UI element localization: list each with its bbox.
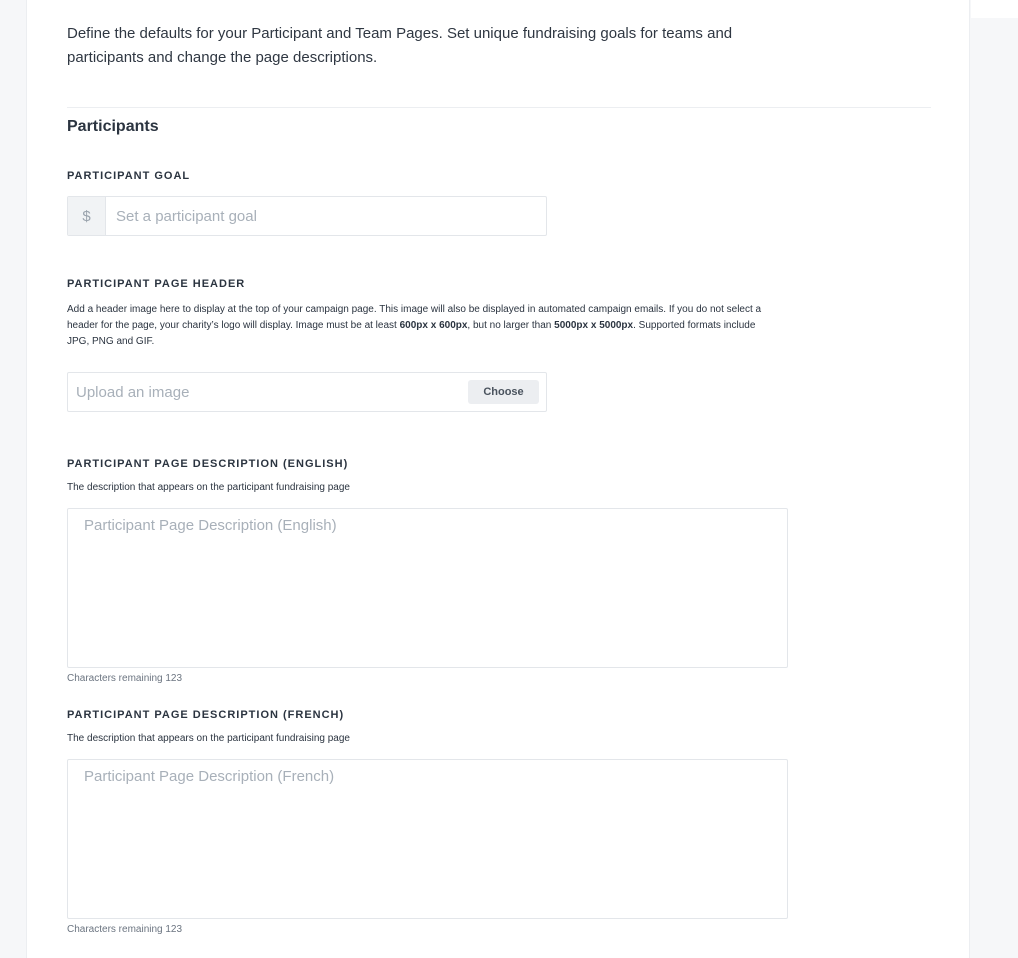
right-panel-edge xyxy=(971,0,1018,18)
participant-settings-card xyxy=(26,0,970,958)
description-english-textarea[interactable] xyxy=(67,508,788,668)
description-english-help: The description that appears on the participant fundraising page xyxy=(67,482,350,493)
choose-button[interactable]: Choose xyxy=(468,380,539,404)
participant-goal-field[interactable] xyxy=(67,196,547,236)
currency-prefix: $ xyxy=(68,197,106,235)
participant-page-header-label: PARTICIPANT PAGE HEADER xyxy=(67,278,246,290)
divider xyxy=(67,107,931,108)
description-french-label: PARTICIPANT PAGE DESCRIPTION (FRENCH) xyxy=(67,709,345,721)
description-english-label: PARTICIPANT PAGE DESCRIPTION (ENGLISH) xyxy=(67,458,349,470)
description-french-textarea[interactable] xyxy=(67,759,788,919)
participant-goal-input[interactable] xyxy=(106,197,546,235)
header-help-text: Add a header image here to display at the top of your campaign page. This image will also be displayed in automated campaign emails. If you do not select a header for the page, your charity’s logo will display. Image must be at least 600px x 600px, but no larger than 5000px x 5000px. Supported formats include JPG, PNG and GIF. xyxy=(67,304,762,347)
description-french-counter: Characters remaining 123 xyxy=(67,924,183,935)
section-title: Participants xyxy=(67,118,159,135)
upload-image-input[interactable] xyxy=(68,384,468,401)
header-upload-field[interactable] xyxy=(67,372,547,412)
description-french-help: The description that appears on the participant fundraising page xyxy=(67,733,350,744)
participant-goal-label: PARTICIPANT GOAL xyxy=(67,170,191,182)
intro-text: Define the defaults for your Participant and Team Pages. Set unique fundraising goals for teams and participants and change the page descriptions. xyxy=(67,25,733,66)
description-english-counter: Characters remaining 123 xyxy=(67,673,183,684)
